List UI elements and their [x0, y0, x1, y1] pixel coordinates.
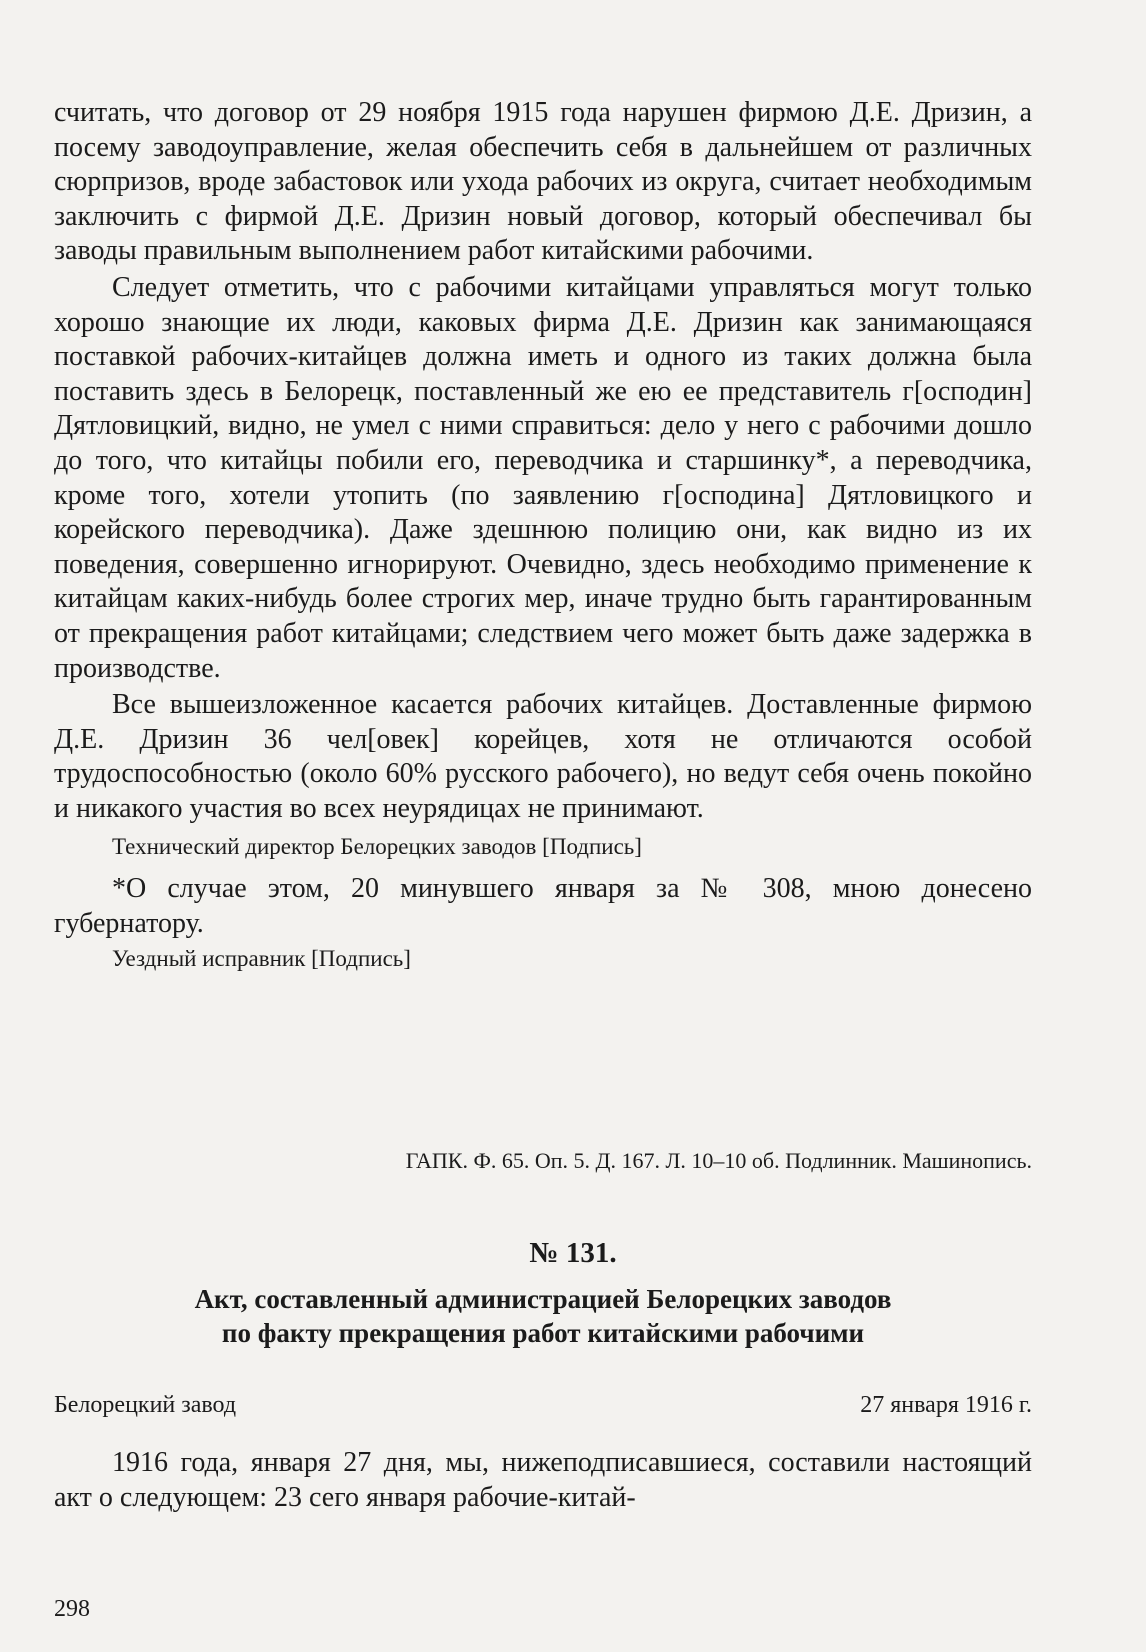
- paragraph-2: Следует отметить, что с рабочими китайцами управляться могут только хорошо знающие их люди, каковых фирма Д.Е. Дризин как занимающаяся поставкой рабочих-китайцев должна иметь и одного из таких должна была поставить здесь в Белорецк, поставленный же ею ее представитель г[осподин] Дятловицкий, видно, не умел с ними справиться: дело у него с рабочими дошло до того, что китайцы побили его, переводчика и старшинку*, а переводчика, кроме того, хотели утопить (по заявлению г[осподина] Дятловицкого и корейского переводчика). Даже здешнюю полицию они, как видно из их поведения, совершенно игнорируют. Очевидно, здесь необходимо применение к китайцам каких-нибудь более строгих мер, иначе трудно быть гарантированным от прекращения работ китайцами; следствием чего может быть даже задержка в производстве.: [54, 271, 1032, 684]
- footnote: *О случае этом, 20 минувшего января за № 308, мною донесено губернатору.: [54, 873, 1032, 940]
- police-chief-signature: Уездный исправник [Подпись]: [112, 945, 411, 971]
- place-date-line: [54, 1390, 1032, 1420]
- document-number: № 131.: [529, 1237, 617, 1269]
- document-title-line-1: Акт, составленный администрацией Белорецких заводов: [194, 1284, 892, 1314]
- document-title-line-2: по факту прекращения работ китайскими рабочими: [221, 1318, 865, 1348]
- act-text-block: [54, 1446, 1032, 1515]
- paragraph-3: Все вышеизложенное касается рабочих китайцев. Доставленные фирмою Д.Е. Дризин 36 чел[овек] корейцев, хотя не отличаются особой трудоспособностью (около 60% русского рабочего), но ведут себя очень покойно и никакого участия во всех неурядицах не принимают.: [54, 689, 1032, 824]
- technical-director-signature: Технический директор Белорецких заводов [Подпись]: [112, 834, 642, 860]
- page-number: 298: [54, 1596, 90, 1622]
- document-title: [54, 1282, 1032, 1350]
- continued-text-block: [54, 96, 1032, 974]
- act-paragraph: 1916 года, января 27 дня, мы, нижеподписавшиеся, составили настоящий акт о следующем: 23 сего января рабочие-китай-: [54, 1447, 1032, 1513]
- archive-source: ГАПК. Ф. 65. Оп. 5. Д. 167. Л. 10–10 об. Подлинник. Машинопись.: [405, 1148, 1032, 1173]
- document-date: 27 января 1916 г.: [860, 1392, 1032, 1418]
- paragraph-1: считать, что договор от 29 ноября 1915 года нарушен фирмою Д.Е. Дризин, а посему заводоуправление, желая обеспечить себя в дальнейшем от различных сюрпризов, вроде забастовок или ухода рабочих из округа, считает необходимым заключить с фирмой Д.Е. Дризин новый договор, который обеспечивал бы заводы правильным выполнением работ китайскими рабочими.: [54, 97, 1032, 267]
- document-place: Белорецкий завод: [54, 1392, 237, 1418]
